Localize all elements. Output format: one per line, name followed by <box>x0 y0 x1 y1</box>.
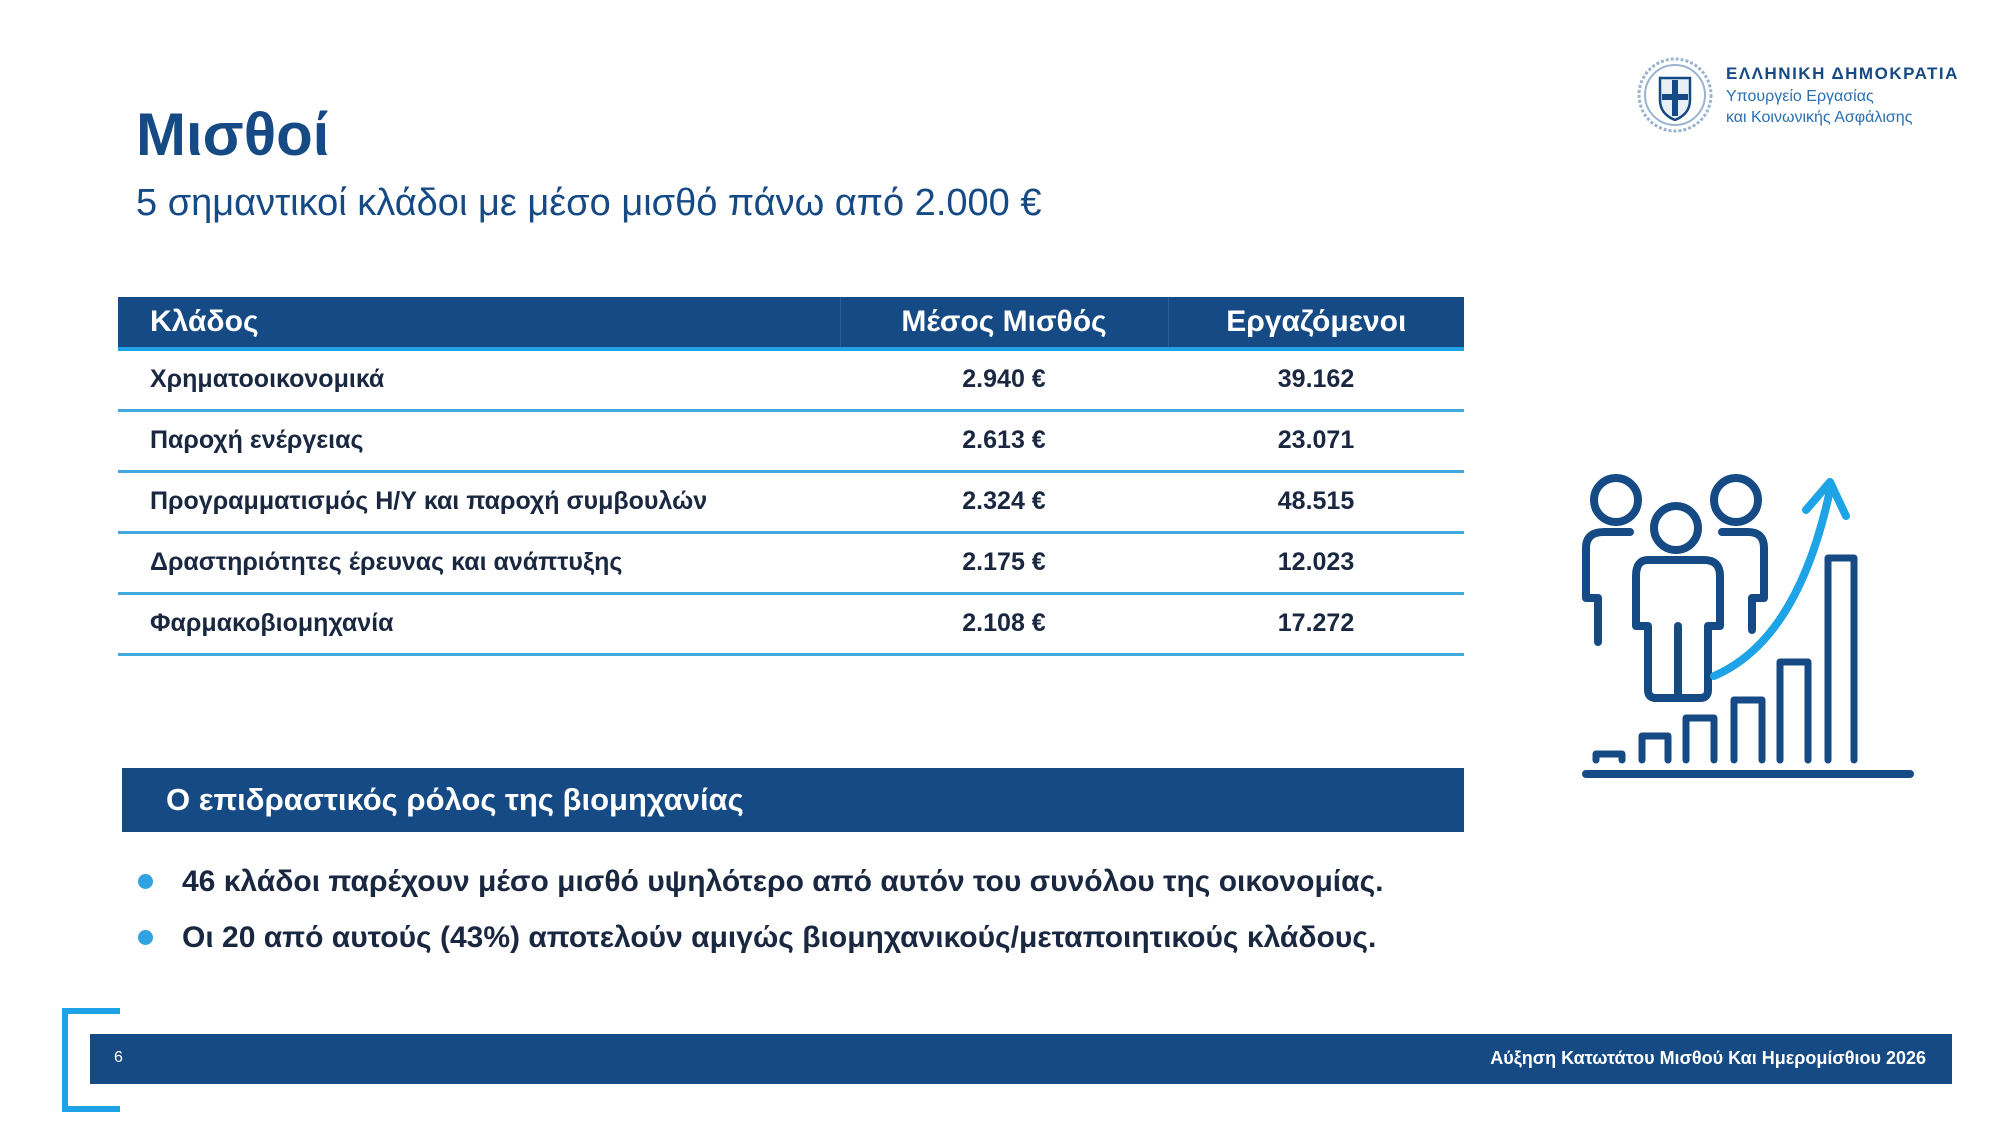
logo-country-text: ΕΛΛΗΝΙΚΗ ΔΗΜΟΚΡΑΤΙΑ <box>1726 64 1959 83</box>
table-header-row <box>118 297 1464 349</box>
greek-coat-of-arms-icon <box>1636 56 1714 134</box>
column-header-employees: Εργαζόμενοι <box>1168 297 1464 349</box>
logo-ministry-text-1: Υπουργείο Εργασίας <box>1726 88 1874 105</box>
table-row <box>118 471 1464 532</box>
bullet-dot-icon <box>138 930 153 945</box>
sectors-table <box>118 297 1464 656</box>
ministry-logo <box>1636 56 1966 140</box>
people-growth-chart-icon <box>1568 470 1928 785</box>
column-header-average-salary: Μέσος Μισθός <box>840 297 1168 349</box>
page-subtitle: 5 σημαντικοί κλάδοι με μέσο μισθό πάνω από 2.000 € <box>136 182 1042 224</box>
cell-employees: 12.023 <box>1168 532 1464 593</box>
list-item <box>136 918 1384 974</box>
cell-average-salary: 2.940 € <box>840 349 1168 410</box>
cell-employees: 17.272 <box>1168 593 1464 654</box>
cell-sector: Προγραμματισμός Η/Υ και παροχή συμβουλών <box>118 471 840 532</box>
cell-average-salary: 2.175 € <box>840 532 1168 593</box>
cell-employees: 39.162 <box>1168 349 1464 410</box>
industry-role-bullets <box>136 862 1384 974</box>
table-row <box>118 532 1464 593</box>
cell-employees: 23.071 <box>1168 410 1464 471</box>
cell-sector: Δραστηριότητες έρευνας και ανάπτυξης <box>118 532 840 593</box>
industry-role-banner: Ο επιδραστικός ρόλος της βιομηχανίας <box>122 768 1464 832</box>
page-title: Μισθοί <box>136 101 330 168</box>
table-row <box>118 593 1464 654</box>
table-row <box>118 410 1464 471</box>
bullet-text: 46 κλάδοι παρέχουν μέσο μισθό υψηλότερο από αυτόν του συνόλου της οικονομίας. <box>182 865 1384 898</box>
cell-sector: Χρηματοοικονομικά <box>118 349 840 410</box>
cell-sector: Παροχή ενέργειας <box>118 410 840 471</box>
cell-average-salary: 2.324 € <box>840 471 1168 532</box>
column-header-sector: Κλάδος <box>118 297 840 349</box>
footer-bar <box>90 1034 1952 1084</box>
cell-sector: Φαρμακοβιομηχανία <box>118 593 840 654</box>
logo-ministry-text-2: και Κοινωνικής Ασφάλισης <box>1726 109 1913 126</box>
list-item <box>136 862 1384 918</box>
bullet-dot-icon <box>138 874 153 889</box>
table-row <box>118 349 1464 410</box>
footer-document-title: Αύξηση Κατωτάτου Μισθού Και Ημερομίσθιου 2026 <box>1490 1048 1926 1068</box>
cell-employees: 48.515 <box>1168 471 1464 532</box>
page-number: 6 <box>114 1049 123 1066</box>
cell-average-salary: 2.108 € <box>840 593 1168 654</box>
bullet-text: Οι 20 από αυτούς (43%) αποτελούν αμιγώς βιομηχανικούς/μεταποιητικούς κλάδους. <box>182 921 1377 954</box>
cell-average-salary: 2.613 € <box>840 410 1168 471</box>
